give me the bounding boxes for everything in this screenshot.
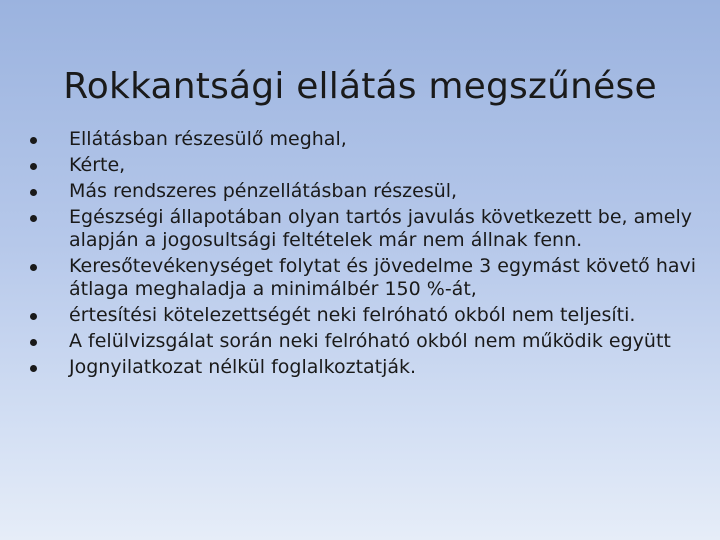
bullet-item [30, 304, 700, 327]
bullet-dot-icon [30, 189, 37, 196]
bullet-text: A felülvizsgálat során neki felróható okból nem működik együtt [69, 330, 671, 352]
bullet-item [30, 154, 700, 177]
bullet-text: Ellátásban részesülő meghal, [69, 128, 347, 150]
bullet-text: Egészségi állapotában olyan tartós javulás következett be, amely alapján a jogosultsági feltételek már nem állnak fenn. [69, 206, 693, 251]
bullet-dot-icon [30, 215, 37, 222]
bullet-item [30, 180, 700, 203]
bullet-dot-icon [30, 137, 37, 144]
bullet-dot-icon [30, 313, 37, 320]
bullet-dot-icon [30, 264, 37, 271]
bullet-text: Keresőtevékenységet folytat és jövedelme 3 egymást követő havi átlaga meghaladja a minimálbér 150 %-át, [69, 255, 697, 300]
bullet-dot-icon [30, 163, 37, 170]
slide-title: Rokkantsági ellátás megszűnése [63, 66, 657, 108]
bullet-text: Jognyilatkozat nélkül foglalkoztatják. [69, 356, 417, 378]
bullet-text: értesítési kötelezettségét neki felróható okból nem teljesíti. [69, 304, 636, 326]
bullet-item [30, 206, 700, 252]
bullet-item [30, 128, 700, 151]
bullet-item [30, 255, 700, 301]
bullet-item [30, 356, 700, 379]
bullet-dot-icon [30, 339, 37, 346]
bullet-dot-icon [30, 365, 37, 372]
bullet-text: Kérte, [69, 154, 126, 176]
bullet-list [30, 128, 700, 382]
bullet-item [30, 330, 700, 353]
bullet-text: Más rendszeres pénzellátásban részesül, [69, 180, 458, 202]
